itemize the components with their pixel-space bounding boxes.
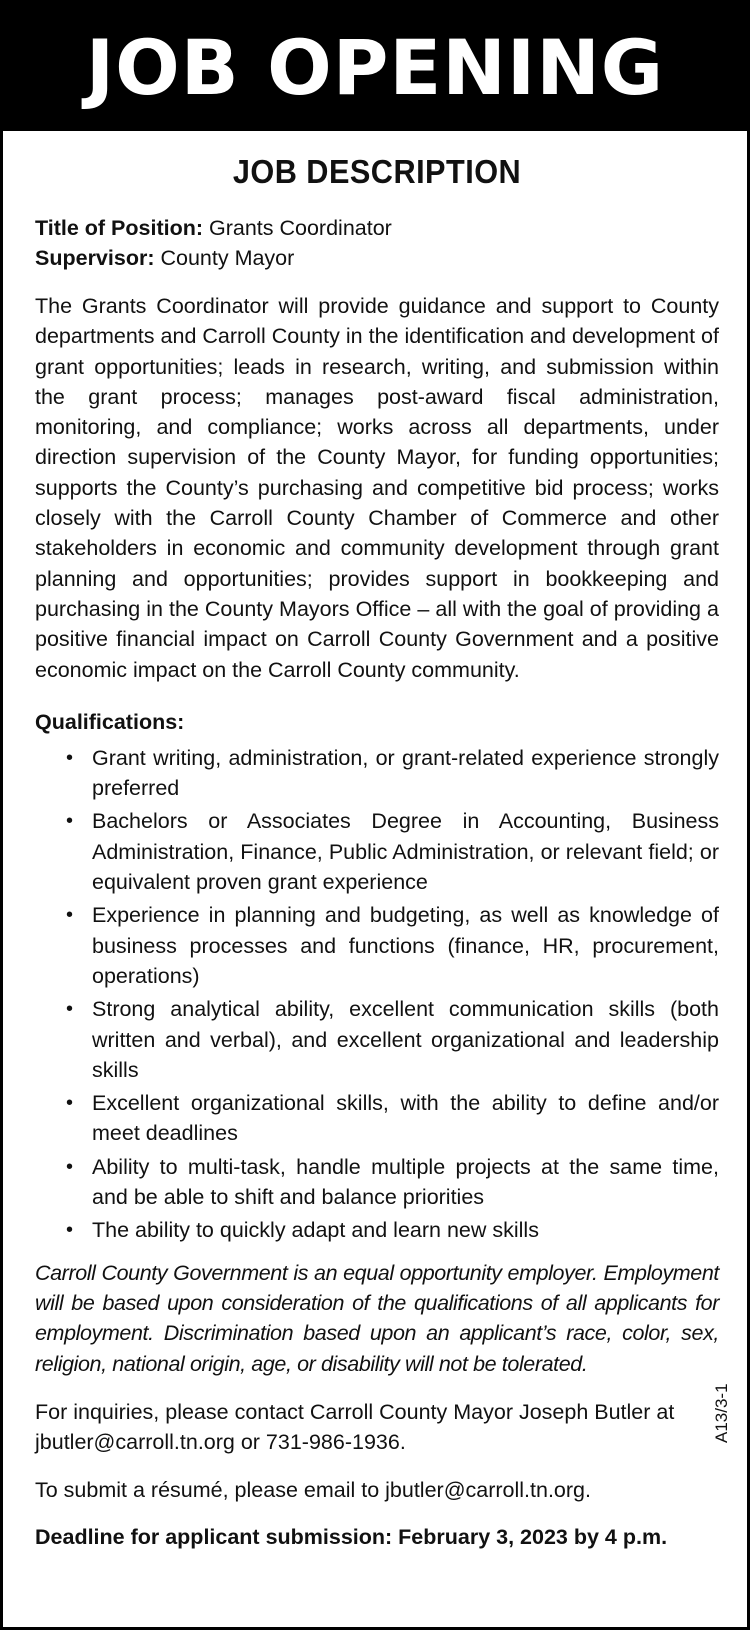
bullet-icon: • — [66, 746, 74, 769]
qualifications-list — [35, 743, 719, 1246]
bullet-icon: • — [66, 998, 74, 1021]
list-item: • Experience in planning and budgeting, as well as knowledge of business processes and functions (finance, HR, procurement, operations) — [35, 900, 719, 991]
list-item: • Excellent organizational skills, with the ability to define and/or meet deadlines — [35, 1088, 719, 1149]
position-title-line — [35, 213, 719, 243]
ad-code: A13/3-1 — [712, 1383, 731, 1443]
deadline-text: Deadline for applicant submission: February 3, 2023 by 4 p.m. — [35, 1524, 668, 1549]
bullet-icon: • — [66, 904, 74, 927]
list-item: • Bachelors or Associates Degree in Accounting, Business Administration, Finance, Public Administration, or relevant field; or equivalent proven grant experience — [35, 806, 719, 897]
bullet-icon: • — [66, 1092, 74, 1115]
supervisor-line — [35, 243, 719, 273]
job-description-heading: JOB DESCRIPTION — [232, 153, 522, 190]
ad-content — [35, 153, 719, 1552]
position-title-value: Grants Coordinator — [209, 216, 392, 240]
bullet-icon: • — [66, 1219, 74, 1242]
supervisor-value: County Mayor — [160, 246, 295, 270]
qualifications-heading: Qualifications: — [35, 709, 185, 734]
list-item: • Grant writing, administration, or grant-related experience strongly preferred — [35, 743, 719, 804]
bullet-icon: • — [66, 1155, 74, 1178]
position-title-label: Title of Position: — [35, 216, 204, 240]
job-description-paragraph: The Grants Coordinator will provide guidance and support to County departments and Carroll County in the identification and development of grant opportunities; leads in research, writing, and submission within the grant process; manages post-award fiscal administration, monitoring, and compliance; works across all departments, under direction supervision of the County Mayor, for funding opportunities; supports the County’s purchasing and competitive bid process; works closely with the Carroll County Chamber of Commerce and other stakeholders in economic and community development through grant planning and opportunities; provides support in bookkeeping and purchasing in the County Mayors Office – all with the goal of providing a positive financial impact on Carroll County Government and a positive economic impact on the Carroll County community. — [35, 294, 719, 682]
eeo-statement: Carroll County Government is an equal opportunity employer. Employment will be based upon consideration of the qualifications of all applicants for employment. Discrimination based upon an applicant’s race, color, sex, religion, national origin, age, or disability will not be tolerated. — [35, 1260, 719, 1376]
inquiries-text: For inquiries, please contact Carroll County Mayor Joseph Butler at jbutler@carroll.tn.org or 731-986-1936. — [35, 1399, 675, 1455]
list-item: • Ability to multi-task, handle multiple projects at the same time, and be able to shift and balance priorities — [35, 1152, 719, 1213]
list-item: • The ability to quickly adapt and learn new skills — [35, 1215, 719, 1245]
list-item: • Strong analytical ability, excellent communication skills (both written and verbal), and excellent organizational and leadership skills — [35, 994, 719, 1085]
submit-resume-text: To submit a résumé, please email to jbutler@carroll.tn.org. — [35, 1478, 591, 1503]
bullet-icon: • — [66, 810, 74, 833]
banner-title: JOB OPENING — [3, 3, 747, 131]
supervisor-label: Supervisor: — [35, 246, 155, 270]
